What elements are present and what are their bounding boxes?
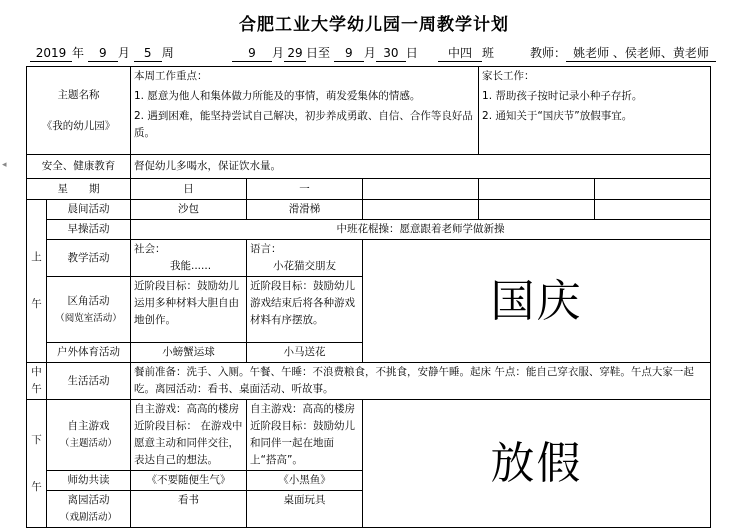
early-empty [595,200,711,220]
noon-row [27,363,711,400]
early-activity-row [27,200,711,220]
parent-work-cell [479,67,711,155]
to-month-label: 月 [363,46,376,60]
game-sublabel: （主题活动） [59,438,117,449]
exercise-row [27,220,711,240]
game-row [27,400,711,471]
weekday-empty [479,179,595,200]
from-to-label: 日至 [306,46,331,60]
class-name: 中四 [438,46,482,62]
afternoon-side-bottom: 午 [31,480,42,493]
month-label: 月 [117,46,130,60]
parent-item: 1. 帮助孩子按时记录小种子存折。 [482,90,643,102]
focus-title: 本周工作重点： [134,70,208,82]
leaving-label: 离园活动 [67,494,110,506]
weekday-day2: 一 [247,179,363,200]
weekday-empty [363,179,479,200]
early-empty [479,200,595,220]
theme-cell [27,67,131,155]
noon-side-label [27,363,47,400]
weekday-row [27,179,711,200]
date-range [232,44,418,62]
weekly-plan-table [26,66,711,528]
noon-side-bottom: 午 [31,383,42,395]
reading-day1: 《不要随便生气》 [131,471,247,491]
early-label: 晨间活动 [47,200,131,220]
from-month-value: 9 [232,46,272,62]
to-day-label: 日 [405,46,418,60]
morning-side-label [27,200,47,363]
outdoor-day1: 小螃蟹运球 [131,343,247,363]
safety-content: 督促幼儿多喝水，保证饮水量。 [131,155,711,179]
area-day2: 近阶段目标：鼓励幼儿游戏结束后将各种游戏材料有序摆放。 [247,277,363,343]
leaving-day2: 桌面玩具 [247,491,363,528]
focus-cell [131,67,479,155]
teacher-label: 教师： [530,46,567,60]
class-info [438,44,494,62]
outdoor-day2: 小马送花 [247,343,363,363]
month-value: 9 [88,46,118,62]
week-value: 5 [134,46,162,62]
morning-side-top: 上 [31,251,42,263]
reading-day2: 《小黑鱼》 [247,471,363,491]
safety-row [27,155,711,179]
to-day-value: 30 [376,46,406,62]
leaving-sublabel: （戏剧活动） [59,512,117,523]
area-sublabel: （阅览室活动） [55,312,122,324]
holiday-text-national-day: 国庆 [363,240,711,363]
noon-side-top: 中 [31,366,42,378]
area-label: 区角活动 [67,294,110,307]
noon-content: 餐前准备：洗手、入厕。午餐、午睡：不浪费粮食，不挑食，安静午睡。起床 午点：能自己穿衣服、穿鞋。午点大家一起吃。离园活动：看书、桌面活动、听故事。 [131,363,711,400]
focus-item: 1. 愿意为他人和集体做力所能及的事情，萌发爱集体的情感。 [134,90,421,102]
weekday-label: 星 期 [27,179,131,200]
parent-item: 2. 通知关于“国庆节”放假事宜。 [482,110,633,122]
safety-label: 安全、健康教育 [27,155,131,179]
leaving-day1: 看书 [131,491,247,528]
from-month-label: 月 [272,46,285,60]
margin-mark-icon: ◂ [2,160,7,170]
teaching-day2-subject: 语言： [250,243,282,255]
teaching-day1 [131,240,247,277]
leaving-label-cell [47,491,131,528]
area-day1: 近阶段目标：鼓励幼儿运用多种材料大胆自由地创作。 [131,277,247,343]
page-title: 合肥工业大学幼儿园一周教学计划 [239,15,509,35]
teaching-row [27,240,711,277]
game-day1: 自主游戏：高高的楼房近阶段目标： 在游戏中愿意主动和同伴交往，表达自己的想法。 [131,400,247,471]
theme-name: 《我的幼儿园》 [41,119,116,132]
early-day2: 滑滑梯 [247,200,363,220]
to-month-value: 9 [334,46,364,62]
class-label: 班 [482,46,495,60]
year-label: 年 [72,46,85,60]
holiday-text-vacation: 放假 [363,400,711,528]
afternoon-side-top: 下 [31,433,42,446]
area-label-cell [47,277,131,343]
teaching-day2 [247,240,363,277]
teaching-label: 教学活动 [47,240,131,277]
morning-side-bottom: 午 [31,298,42,310]
reading-label: 师幼共读 [47,471,131,491]
week-label: 周 [161,46,174,60]
year-value: 2019 [30,46,72,62]
weekday-day1: 日 [131,179,247,200]
from-day-value: 29 [284,46,306,62]
teacher-info [530,44,716,62]
early-empty [363,200,479,220]
parent-title: 家长工作： [482,70,535,82]
teaching-day1-subject: 社会： [134,243,166,255]
outdoor-label: 户外体育活动 [47,343,131,363]
exercise-label: 早操活动 [47,220,131,240]
teaching-day2-topic: 小花猫交朋友 [273,260,336,272]
focus-item: 2. 遇到困难，能坚持尝试自己解决，初步养成勇敢、自信、合作等良好品质。 [134,110,473,139]
game-label-cell [47,400,131,471]
theme-row [27,67,711,155]
game-label: 自主游戏 [67,420,110,432]
early-day1: 沙包 [131,200,247,220]
noon-label: 生活活动 [47,363,131,400]
theme-label: 主题名称 [57,88,100,101]
afternoon-side-label [27,400,47,528]
plan-header [30,44,174,62]
teacher-names: 姚老师 、侯老师、黄老师 [566,46,716,62]
exercise-content: 中班花棍操：愿意跟着老师学做新操 [131,220,711,240]
game-day2: 自主游戏：高高的楼房近阶段目标：鼓励幼儿和同伴一起在地面上“搭高”。 [247,400,363,471]
teaching-day1-topic: 我能...... [170,260,212,272]
weekday-empty [595,179,711,200]
